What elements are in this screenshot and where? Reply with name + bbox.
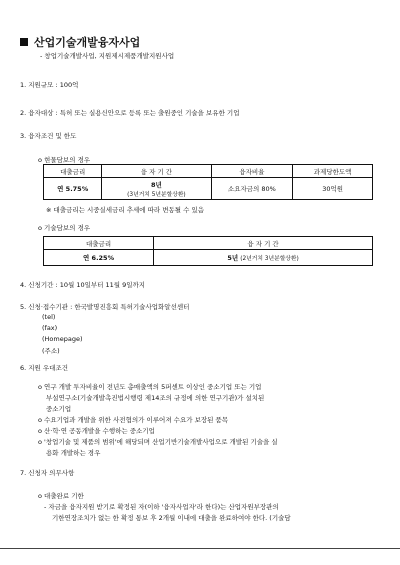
section-6: 6. 지원 우대조건 <box>20 364 69 372</box>
table-cell-ratio: 소요자금의 80% <box>211 178 293 200</box>
table-cell-period <box>102 178 211 200</box>
table-header: 융 자 기 간 <box>154 237 373 250</box>
section-4: 4. 신청기간 : 10월 10일부터 11월 9일까지 <box>20 281 146 289</box>
document-title-text: 산업기술개발융자사업 <box>34 36 141 49</box>
table-header: 융 자 기 간 <box>102 165 211 178</box>
preference-item: 중소기업 <box>46 405 72 413</box>
obligation-line: 기한연장조치가 없는 한 확정 통보 후 2개월 이내에 대출을 완료하여야 한다. (기술담 <box>52 514 291 522</box>
preference-item: 부설연구소(기술개발촉진법시행령 제14조의 규정에 의한 연구기관)가 설치된 <box>46 394 265 402</box>
loan-terms-table-collateral <box>43 164 373 200</box>
period-main: 8년 <box>151 180 162 189</box>
table-cell-limit: 30억원 <box>293 178 373 200</box>
document-subtitle: - 창업기술개발사업, 지원제시제품개발지원사업 <box>40 52 175 60</box>
table-header: 과제당한도액 <box>293 165 373 178</box>
contact-homepage: (Homepage) <box>42 335 83 343</box>
section-2: 2. 융자대상 : 특허 또는 실용신안으로 등록 또는 출원중인 기술을 보유한 기업 <box>20 109 240 117</box>
table-cell-period <box>154 250 373 266</box>
period-sub: (2년거치 3년분할상환) <box>240 256 299 262</box>
rate-note: ※ 대출금리는 시중실세금리 추세에 따라 변동될 수 있음 <box>46 206 205 214</box>
period-main: 5년 <box>227 254 239 262</box>
preference-item: o 연구 개발 투자비율이 전년도 총매출액의 5퍼센트 이상인 중소기업 또는 기업 <box>38 383 262 391</box>
page-bottom-divider <box>0 548 400 549</box>
section-7-deadline: o 대출완료 기한 <box>38 492 84 500</box>
table-cell-rate: 연 6.25% <box>44 250 154 266</box>
contact-fax: (fax) <box>42 324 58 332</box>
obligation-line: - 자금을 융자지원 받기로 확정된 자(이하 '융자사업자'라 한다)는 산업자원부장관의 <box>44 503 279 511</box>
section-7: 7. 신청자 의무사항 <box>20 469 75 477</box>
contact-address: (주소) <box>42 347 60 355</box>
period-sub: (3년거치 5년분할상환) <box>127 191 186 198</box>
contact-tel: (tel) <box>42 313 56 321</box>
bullet-square-icon <box>20 38 28 46</box>
table-header: 대출금리 <box>44 165 102 178</box>
section-5: 5. 신청·접수기관 : 한국발명진흥회 특허기술사업화알선센터 <box>20 303 190 311</box>
table-header: 대출금리 <box>44 237 154 250</box>
section-3-collateral: o 현물담보의 경우 <box>38 156 91 164</box>
section-3-technology: o 기술담보의 경우 <box>38 224 91 232</box>
table-header: 융자비율 <box>211 165 293 178</box>
preference-item: o 산·학·연 공동개발을 수행하는 중소기업 <box>38 427 155 435</box>
section-1: 1. 지원규모 : 100억 <box>20 81 79 89</box>
preference-item: 용화 개발하는 경우 <box>46 449 101 457</box>
document-title <box>20 34 140 50</box>
table-cell-rate: 연 5.75% <box>44 178 102 200</box>
loan-terms-table-technology <box>43 236 373 266</box>
preference-item: o '창업기술 및 제품의 범위'에 해당되며 산업기반기술개발사업으로 개발된 기술을 실 <box>38 438 278 446</box>
section-3: 3. 융자조건 및 한도 <box>20 132 77 140</box>
preference-item: o 수요기업과 개발을 위한 사전협의가 이루어져 수요가 보장된 품목 <box>38 416 229 424</box>
